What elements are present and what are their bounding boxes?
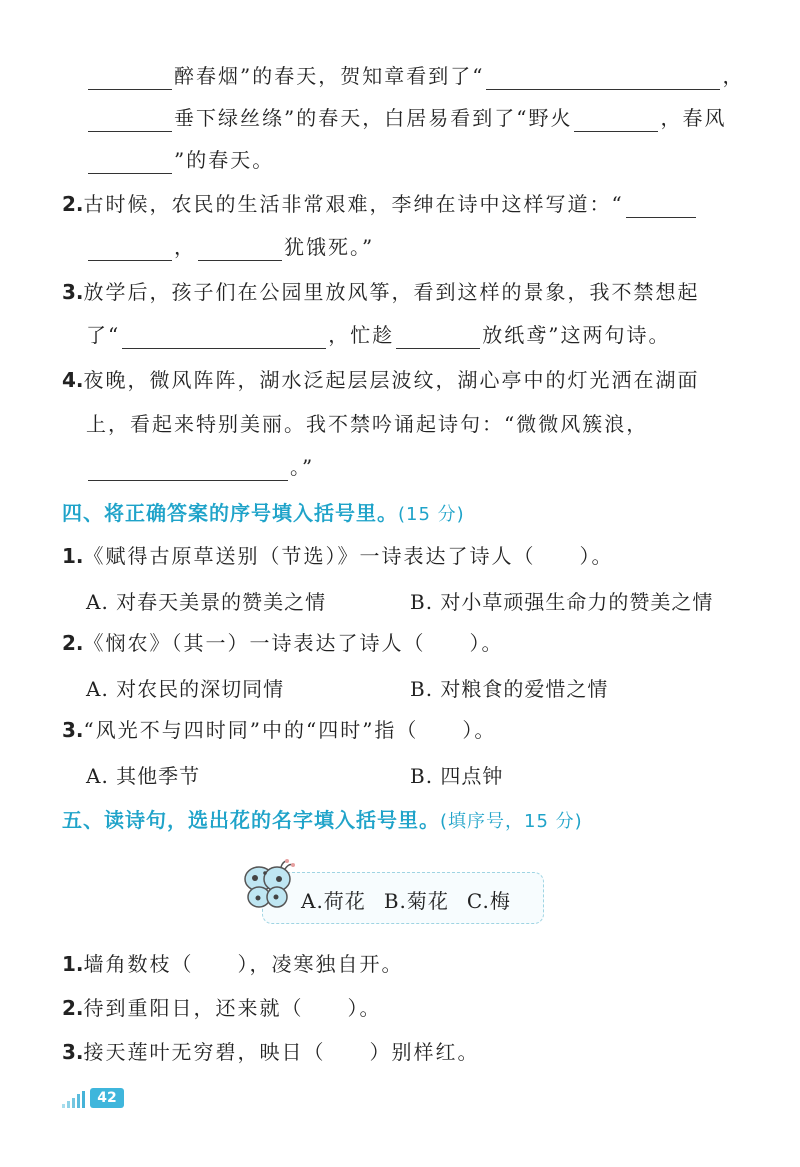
text: 犹饿死。” [284,235,375,259]
answer-blank[interactable] [198,238,282,261]
answer-blank[interactable] [88,151,172,174]
question-text: 古时候，农民的生活非常艰难，李绅在诗中这样写道：“ [83,192,624,216]
fill-line-1 [86,62,744,90]
question-text: 接天莲叶无穷碧，映日（ ）别样红。 [83,1040,480,1064]
option-a[interactable]: A. 其他季节 [86,764,201,788]
question-text: 墙角数枝（ ），凌寒独自开。 [83,952,404,976]
question-text: 夜晚，微风阵阵，湖水泛起层层波纹，湖心亭中的灯光洒在湖面 [83,368,700,392]
flower-choices [301,885,529,914]
answer-blank[interactable] [626,195,696,218]
answer-blank[interactable] [574,109,658,132]
question-number: 3. [62,718,84,742]
answer-blank[interactable] [486,67,720,90]
butterfly-icon [241,859,297,911]
mc-question-2 [62,629,504,657]
text: 了“ [86,323,121,347]
text: 上，看起来特别美丽。我不禁吟诵起诗句：“微微风簇浪， [86,412,649,436]
question-text: “风光不与四时同”中的“四时”指（ ）。 [83,718,497,742]
mc-question-3 [62,716,496,744]
flower-choice-box [262,872,544,924]
question-2 [62,190,698,218]
option-a[interactable]: A. 对农民的深切同情 [86,677,285,701]
text: 垂下绿丝绦”的春天，白居易看到了“野火 [174,106,573,130]
flower-question-1 [62,950,404,978]
text: 放纸鸢”这两句诗。 [482,323,671,347]
text: ”的春天。 [174,148,275,172]
question-number: 1. [62,952,84,976]
signal-bars-icon [62,1088,90,1108]
text: 醉春烟”的春天，贺知章看到了“ [174,64,485,88]
question-text: 《悯农》（其一）一诗表达了诗人（ ）。 [83,631,504,655]
option-b[interactable]: B. 四点钟 [410,764,504,788]
section-4-heading [62,497,465,526]
answer-blank[interactable] [122,326,326,349]
question-text: 放学后，孩子们在公园里放风筝，看到这样的景象，我不禁想起 [83,280,700,304]
question-3-line2 [86,321,670,349]
text: 。” [290,455,315,479]
answer-blank[interactable] [88,458,288,481]
choice-b: B.菊花 [383,889,449,913]
mc-question-1 [62,542,614,570]
answer-blank[interactable] [88,67,172,90]
section-title: 四、将正确答案的序号填入括号里。 [62,501,398,525]
text: ， [174,235,196,259]
section-5-heading [62,804,583,833]
option-b[interactable]: B. 对粮食的爱惜之情 [410,677,609,701]
question-number: 2. [62,192,84,216]
option-a[interactable]: A. 对春天美景的赞美之情 [86,590,327,614]
question-4 [62,366,700,394]
section-score: (填序号，15 分) [440,811,583,832]
question-number: 2. [62,631,84,655]
answer-blank[interactable] [88,238,172,261]
question-4-line2 [86,410,648,438]
text: ，忙趁 [328,323,395,347]
question-number: 3. [62,1040,84,1064]
page-number-badge: 42 [90,1088,124,1108]
question-4-line3 [86,453,314,481]
flower-question-3 [62,1038,480,1066]
flower-question-2 [62,994,382,1022]
question-number: 1. [62,544,84,568]
choice-a: A.荷花 [301,889,366,913]
text: ，春风 [660,106,727,130]
question-number: 4. [62,368,84,392]
fill-line-2 [86,104,726,132]
question-3 [62,278,700,306]
section-title: 五、读诗句，选出花的名字填入括号里。 [62,808,440,832]
question-number: 2. [62,996,84,1020]
choice-c: C.梅 [466,889,511,913]
fill-line-3 [86,146,274,174]
text: ， [722,64,745,88]
answer-blank[interactable] [88,109,172,132]
question-number: 3. [62,280,84,304]
question-2-line2 [86,233,374,261]
section-score: (15 分) [398,504,465,525]
question-text: 《赋得古原草送别（节选）》一诗表达了诗人（ ）。 [83,544,614,568]
option-b[interactable]: B. 对小草顽强生命力的赞美之情 [410,590,714,614]
question-text: 待到重阳日，还来就（ ）。 [83,996,382,1020]
answer-blank[interactable] [396,326,480,349]
